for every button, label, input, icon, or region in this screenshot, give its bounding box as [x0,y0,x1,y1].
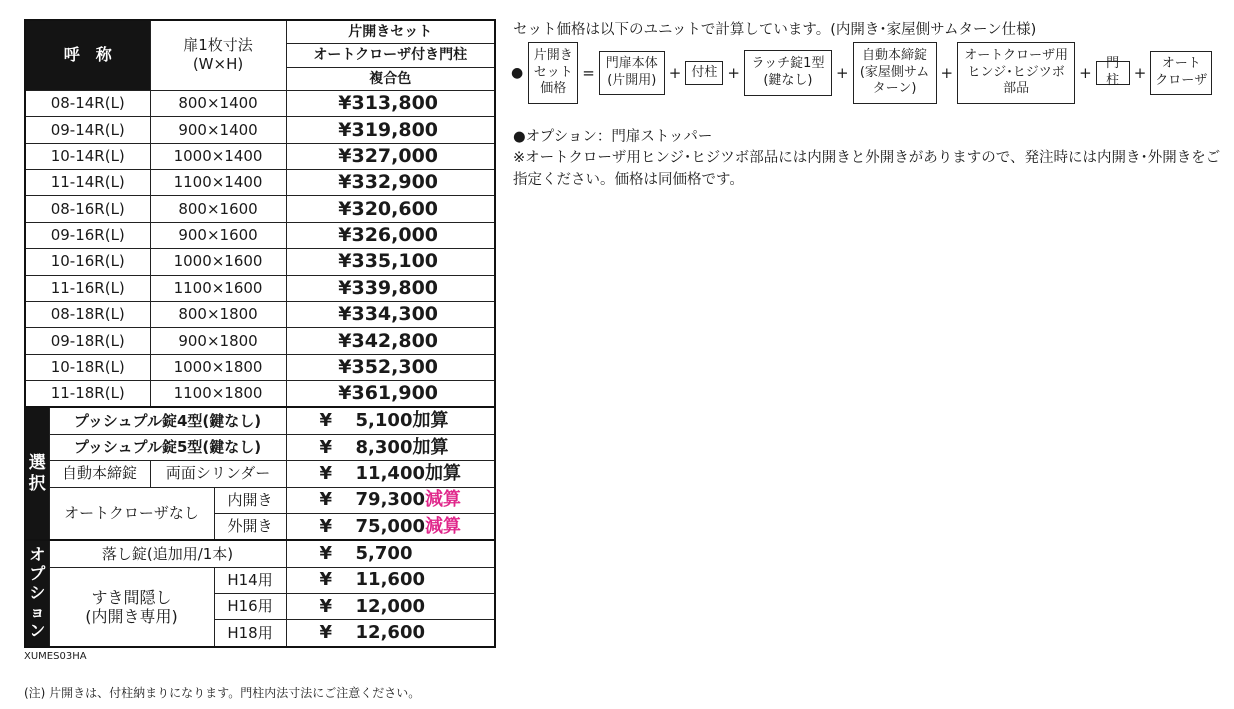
bullet-icon: ● [511,65,524,81]
inner-open-price: ¥ 79,300減算 [286,487,495,513]
product-price: ¥361,900 [286,381,495,408]
attention-note: ※オートクローザ用ヒンジ･ヒジツボ部品には内開きと外開きがありますので、発注時には内開き･外開きをご指定ください。価格は同価格です。 [513,150,1221,188]
product-size: 800×1400 [150,90,286,116]
product-price: ¥334,300 [286,301,495,327]
product-code: XUMES03HA [24,651,87,662]
product-price: ¥339,800 [286,275,495,301]
gap-h-label: H16用 [214,594,286,620]
product-model: 11-18R(L) [25,381,150,408]
formula-box-latch-lock: ラッチ錠1型 (鍵なし) [744,50,832,96]
product-size: 800×1600 [150,196,286,222]
product-price: ¥332,900 [286,170,495,196]
outer-open-price: ¥ 75,000減算 [286,513,495,540]
equals-sign: = [582,64,595,82]
product-size: 900×1400 [150,117,286,143]
push5-price: ¥ 8,300加算 [286,434,495,460]
plus-sign: + [1133,64,1147,82]
product-model: 11-16R(L) [25,275,150,301]
auto-lock-label: 自動本締錠 [49,461,150,487]
formula-box-hinge-parts: オートクローザ用 ヒンジ･ヒジツボ 部品 [957,42,1075,104]
product-size: 1100×1800 [150,381,286,408]
formula-box-set-price: 片開き セット 価格 [528,42,578,104]
product-price: ¥352,300 [286,354,495,380]
product-price: ¥335,100 [286,249,495,275]
product-price: ¥326,000 [286,222,495,248]
outer-open-label: 外開き [214,513,286,540]
inner-open-label: 内開き [214,487,286,513]
product-size: 900×1600 [150,222,286,248]
header-set-sub: オートクローザ付き門柱 [286,44,495,67]
formula-box-gate-post: 門柱 [1096,61,1130,85]
gap-cover-label: すき間隠し (内開き専用) [49,567,214,647]
product-model: 10-14R(L) [25,143,150,169]
set-price-heading: セット価格は以下のユニットで計算しています。(内開き･家屋側サムターン仕様) [513,22,1037,38]
gap-price: ¥ 12,000 [286,594,495,620]
product-size: 1000×1800 [150,354,286,380]
product-model: 09-14R(L) [25,117,150,143]
product-size: 800×1800 [150,301,286,327]
option-line: ●オプション：門扉ストッパー [513,129,713,145]
product-size: 1000×1400 [150,143,286,169]
formula-box-auto-lock: 自動本締錠 (家屋側サム ターン) [853,42,937,104]
no-closer-label: オートクローザなし [49,487,214,540]
price-formula [511,42,1212,104]
product-model: 09-16R(L) [25,222,150,248]
product-size: 1000×1600 [150,249,286,275]
plus-sign: + [668,64,682,82]
product-size: 1100×1600 [150,275,286,301]
auto-lock-sub: 両面シリンダー [150,461,286,487]
product-model: 10-18R(L) [25,354,150,380]
gap-h-label: H18用 [214,620,286,647]
formula-box-gate-body: 門扉本体 (片開用) [599,51,665,95]
product-model: 11-14R(L) [25,170,150,196]
product-price: ¥313,800 [286,90,495,116]
gap-h-label: H14用 [214,567,286,593]
plus-sign: + [1079,64,1092,82]
drop-lock-price: ¥ 5,700 [286,540,495,567]
product-model: 09-18R(L) [25,328,150,354]
price-table [24,19,496,648]
select-section-label: 選 択 [25,407,49,540]
formula-box-side-post: 付柱 [685,61,723,85]
product-model: 08-16R(L) [25,196,150,222]
product-price: ¥320,600 [286,196,495,222]
drop-lock-label: 落し錠(追加用/1本) [49,540,286,567]
push4-price: ¥ 5,100加算 [286,407,495,434]
formula-box-auto-closer: オート クローザ [1150,51,1212,95]
product-size: 900×1800 [150,328,286,354]
header-color: 複合色 [286,67,495,90]
push5-label: プッシュプル錠5型(鍵なし) [49,434,286,460]
product-price: ¥327,000 [286,143,495,169]
header-name: 呼 称 [25,20,150,90]
product-price: ¥342,800 [286,328,495,354]
push4-label: プッシュプル錠4型(鍵なし) [49,407,286,434]
header-size: 扉1枚寸法 (W×H) [150,20,286,90]
auto-lock-price: ¥ 11,400加算 [286,461,495,487]
gap-price: ¥ 11,600 [286,567,495,593]
header-set-title: 片開きセット [286,20,495,44]
plus-sign: + [727,64,740,82]
option-section-label: オ プ シ ョ ン [25,540,49,647]
product-size: 1100×1400 [150,170,286,196]
footnote: (注) 片開きは、付柱納まりになります。門柱内法寸法にご注意ください。 [24,686,421,700]
product-model: 10-16R(L) [25,249,150,275]
product-model: 08-14R(L) [25,90,150,116]
product-model: 08-18R(L) [25,301,150,327]
plus-sign: + [835,64,849,82]
product-price: ¥319,800 [286,117,495,143]
plus-sign: + [940,64,954,82]
gap-price: ¥ 12,600 [286,620,495,647]
